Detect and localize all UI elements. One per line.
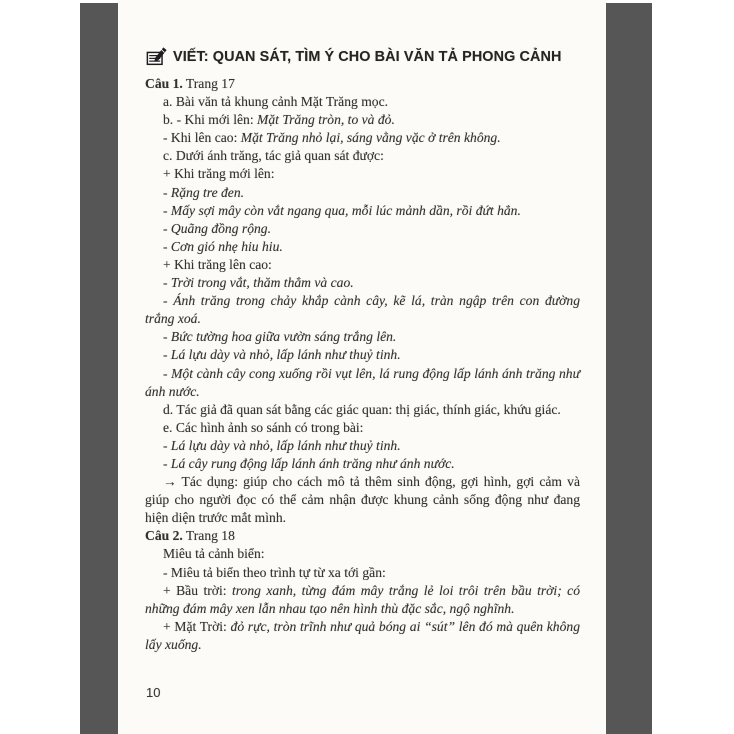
text-paragraph (145, 292, 580, 328)
text-run: Câu 1. (145, 76, 183, 91)
text-run: - Lá lựu dày và nhỏ, lấp lánh như thuỷ tinh. (163, 437, 401, 453)
text-run: + Khi trăng mới lên: (163, 166, 275, 182)
text-paragraph (145, 256, 580, 274)
section-heading (145, 75, 580, 93)
page-number: 10 (146, 685, 161, 700)
writing-icon (146, 46, 168, 68)
text-paragraph (145, 274, 580, 292)
text-paragraph (145, 419, 580, 437)
book-page (118, 0, 606, 734)
text-run: - Lá cây rung động lấp lánh ánh trăng như ánh nước. (163, 455, 455, 471)
text-paragraph (145, 582, 580, 618)
text-run: Trang 18 (182, 528, 235, 544)
text-run: Trang 17 (182, 76, 235, 91)
text-paragraph (145, 545, 580, 563)
lesson-title: VIẾT: QUAN SÁT, TÌM Ý CHO BÀI VĂN TẢ PHONG CẢNH (173, 48, 562, 65)
text-paragraph (145, 346, 580, 364)
page-body (145, 75, 580, 654)
page-content (145, 46, 580, 654)
text-paragraph (145, 220, 580, 238)
text-paragraph (145, 202, 580, 220)
text-run: - Một cành cây cong xuống rồi vụt lên, lá rung động lấp lánh ánh trăng như ánh nước. (145, 365, 580, 399)
text-run: - Ánh trăng trong chảy khắp cành cây, kẽ lá, tràn ngập trên con đường trắng xoá. (145, 293, 580, 327)
text-paragraph (145, 93, 580, 111)
text-paragraph (145, 147, 580, 165)
text-run: - Cơn gió nhẹ hiu hiu. (163, 238, 283, 254)
text-paragraph (145, 401, 580, 419)
text-run: e. Các hình ảnh so sánh có trong bài: (163, 419, 364, 435)
text-paragraph (145, 238, 580, 256)
text-paragraph (145, 564, 580, 582)
text-run: + Mặt Trời: (163, 618, 231, 634)
lesson-header (146, 46, 580, 68)
right-margin-strip (606, 3, 652, 734)
text-paragraph (145, 129, 580, 147)
text-paragraph (145, 473, 580, 527)
section-heading (145, 527, 580, 545)
text-paragraph (145, 618, 580, 654)
text-paragraph (145, 328, 580, 346)
text-run: - Bức tường hoa giữa vườn sáng trắng lên. (163, 329, 397, 345)
text-paragraph (145, 165, 580, 183)
text-run: d. Tác giả đã quan sát bằng các giác quan: thị giác, thính giác, khứu giác. (163, 401, 561, 417)
text-paragraph (145, 437, 580, 455)
text-run: - Lá lựu dày và nhỏ, lấp lánh như thuỷ tinh. (163, 347, 401, 363)
text-run: - Khi lên cao: (163, 130, 241, 146)
text-paragraph (145, 365, 580, 401)
text-run: + Bầu trời: (163, 582, 232, 598)
text-run: - Trời trong vắt, thăm thẳm và cao. (163, 275, 354, 291)
text-run: Mặt Trăng tròn, to và đỏ. (257, 112, 395, 128)
text-run: Câu 2. (145, 528, 183, 544)
text-run: Mặt Trăng nhỏ lại, sáng vằng vặc ở trên không. (240, 130, 501, 146)
left-margin-strip (80, 3, 118, 734)
text-run: a. Bài văn tả khung cảnh Mặt Trăng mọc. (163, 94, 389, 110)
text-paragraph (145, 184, 580, 202)
text-run: - Mấy sợi mây còn vắt ngang qua, mỗi lúc mảnh dần, rồi đứt hẳn. (163, 202, 521, 218)
text-run: - Rặng tre đen. (163, 184, 245, 200)
text-run: - Quãng đồng rộng. (163, 220, 271, 236)
text-run: trong xanh, từng đám mây trắng lẻ loi trôi trên bầu trời; có những đám mây xen lẫn nhau tạo nên hình thù đặc sắc, ngộ nghĩnh. (145, 582, 580, 616)
text-run: + Khi trăng lên cao: (163, 256, 272, 272)
text-run: Miêu tả cảnh biển: (163, 546, 265, 562)
text-paragraph (145, 455, 580, 473)
text-run: đỏ rực, tròn trĩnh như quả bóng ai “sút” lên đó mà quên không lấy xuống. (145, 618, 580, 652)
text-run: - Miêu tả biển theo trình tự từ xa tới gần: (163, 564, 386, 580)
text-paragraph (145, 111, 580, 129)
text-run: c. Dưới ánh trăng, tác giả quan sát được: (163, 148, 384, 164)
text-run: b. - Khi mới lên: (163, 112, 258, 128)
text-run: → Tác dụng: giúp cho cách mô tả thêm sinh động, gợi hình, gợi cảm và giúp cho người đọc có thể cảm nhận được khung cảnh sống động như đang hiện diện trước mắt mình. (145, 474, 580, 526)
